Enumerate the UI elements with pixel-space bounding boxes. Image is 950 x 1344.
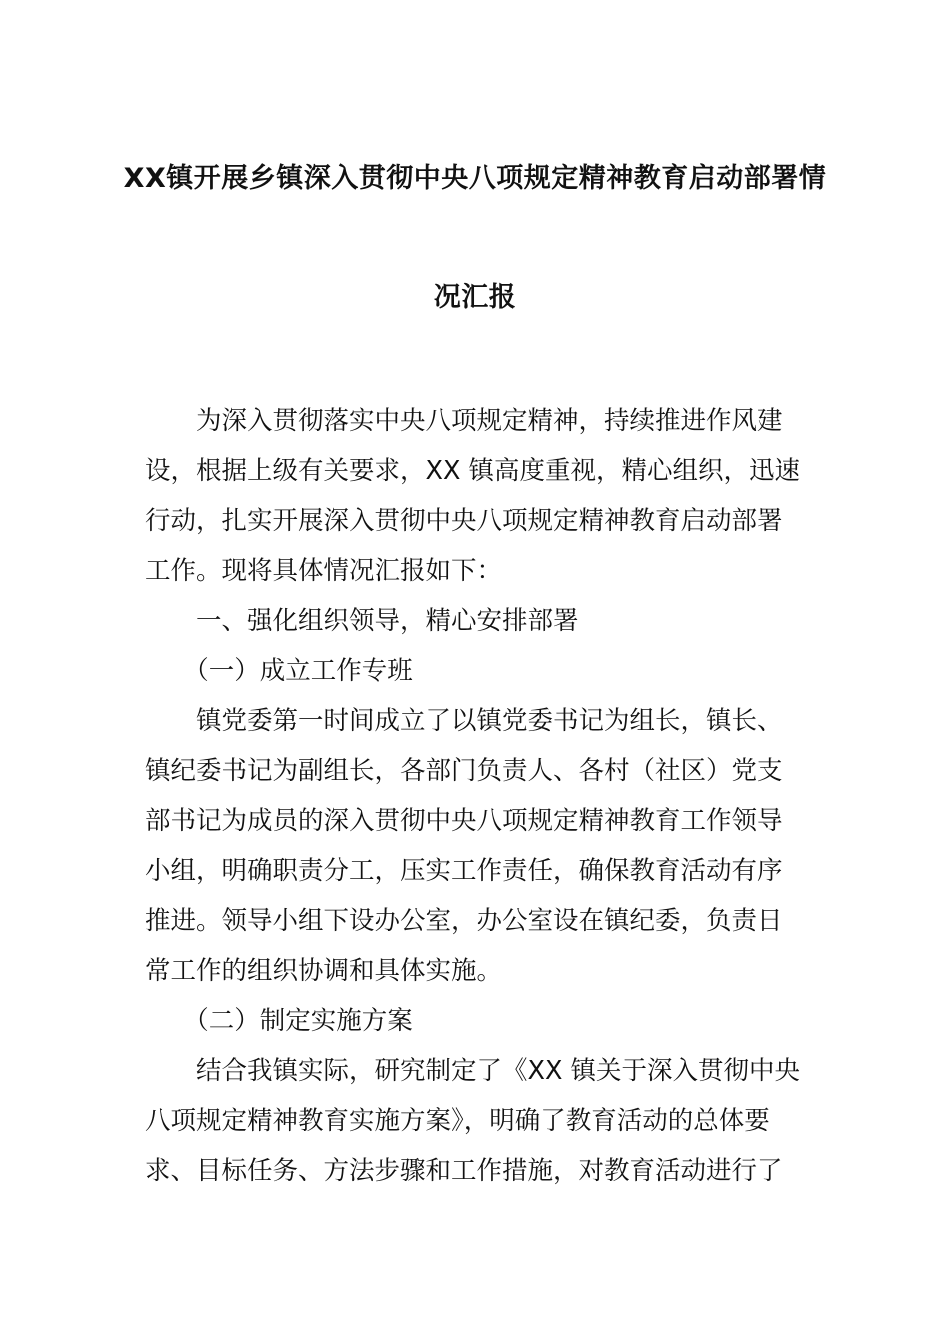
document-title-line-2: 况汇报 xyxy=(433,282,517,313)
paragraph-line: 设，根据上级有关要求，XX 镇高度重视，精心组织，迅速 xyxy=(145,456,801,486)
paragraph-line: 八项规定精神教育实施方案》，明确了教育活动的总体要 xyxy=(145,1106,770,1136)
subsection-1-heading xyxy=(145,646,805,696)
subsection-1-body xyxy=(145,696,805,996)
heading-line: （二）制定实施方案 xyxy=(145,1006,413,1036)
intro-paragraph xyxy=(145,396,805,596)
paragraph-line: 常工作的组织协调和具体实施。 xyxy=(145,956,503,986)
section-1-heading xyxy=(145,596,805,646)
paragraph-line: 求、目标任务、方法步骤和工作措施，对教育活动进行了 xyxy=(145,1156,783,1186)
heading-line: （一）成立工作专班 xyxy=(145,656,413,686)
paragraph-line: 推进。领导小组下设办公室，办公室设在镇纪委，负责日 xyxy=(145,906,783,936)
paragraph-line: 镇纪委书记为副组长，各部门负责人、各村（社区）党支 xyxy=(145,756,783,786)
paragraph-line: 行动，扎实开展深入贯彻中央八项规定精神教育启动部署 xyxy=(145,506,783,536)
paragraph-line: 小组，明确职责分工，压实工作责任，确保教育活动有序 xyxy=(145,856,783,886)
paragraph-line: 工作。现将具体情况汇报如下： xyxy=(145,556,503,586)
paragraph-line: 镇党委第一时间成立了以镇党委书记为组长，镇长、 xyxy=(145,706,783,736)
paragraph-line: 结合我镇实际，研究制定了《XX 镇关于深入贯彻中央 xyxy=(145,1056,801,1086)
paragraph-line: 部书记为成员的深入贯彻中央八项规定精神教育工作领导 xyxy=(145,806,783,836)
subsection-2-body xyxy=(145,1046,805,1196)
heading-line: 一、强化组织领导，精心安排部署 xyxy=(145,606,579,636)
paragraph-line: 为深入贯彻落实中央八项规定精神，持续推进作风建 xyxy=(145,406,783,436)
subsection-2-heading xyxy=(145,996,805,1046)
document-title-line-1: XX镇开展乡镇深入贯彻中央八项规定精神教育启动部署情 xyxy=(123,163,827,194)
